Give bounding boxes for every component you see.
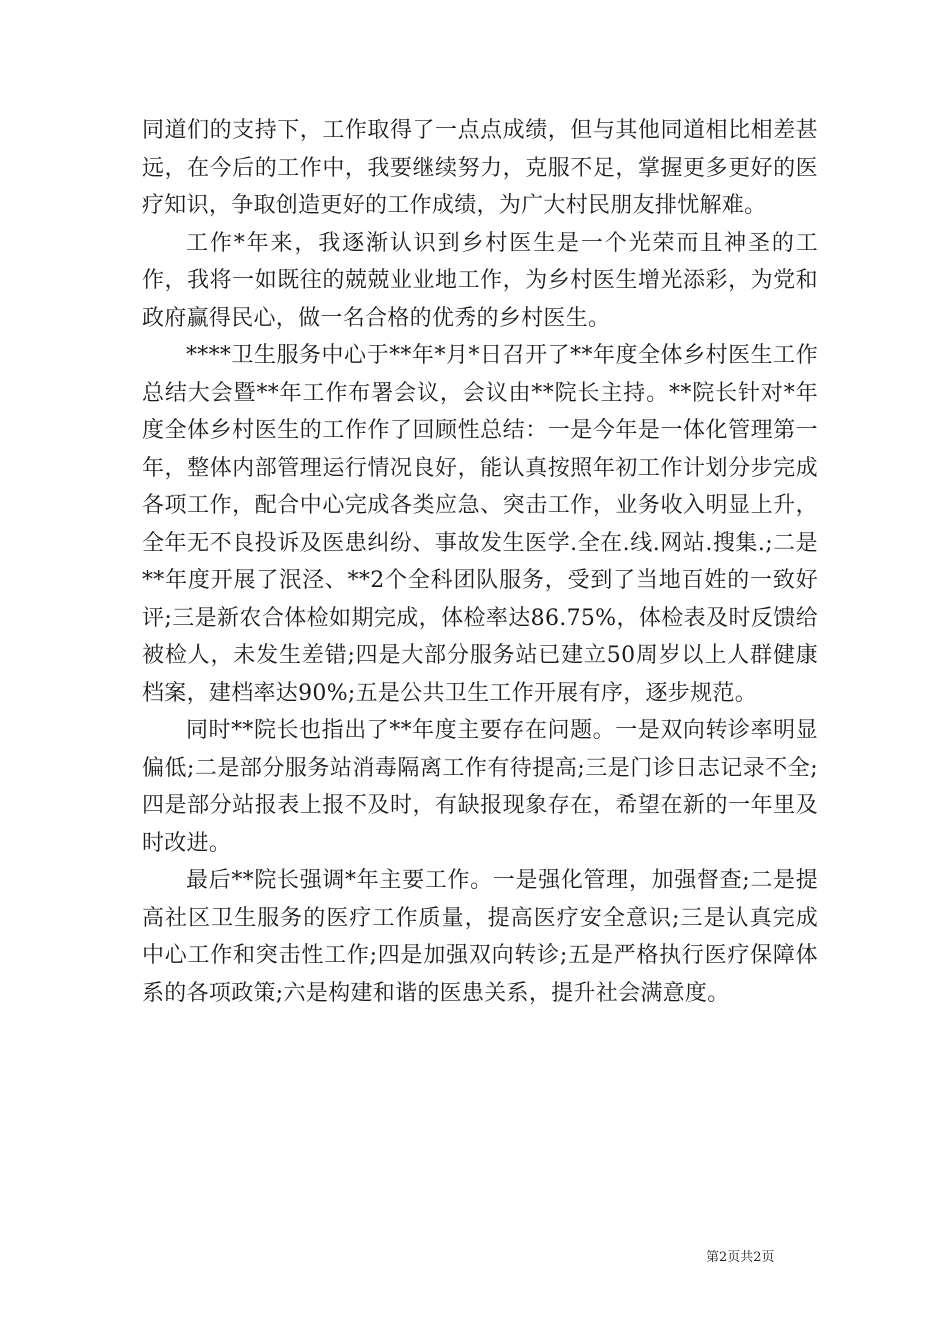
paragraph: ****卫生服务中心于**年*月*日召开了**年度全体乡村医生工作总结大会暨**年工作布署会议，会议由**院长主持。**院长针对*年度全体乡村医生的工作作了回顾性总结：一是今年是一体化管理第一年，整体内部管理运行情况良好，能认真按照年初工作计划分步完成各项工作，配合中心完成各类应急、突击工作，业务收入明显上升，全年无不良投诉及医患纠纷、事故发生医学.全在.线.网站.搜集.;二是**年度开展了泯泾、**2个全科团队服务，受到了当地百姓的一致好评;三是新农合体检如期完成，体检率达86.75%，体检表及时反馈给被检人，未发生差错;四是大部分服务站已建立50周岁以上人群健康档案，建档率达90%;五是公共卫生工作开展有序，逐步规范。 (142, 343, 818, 706)
paragraph: 同时**院长也指出了**年度主要存在问题。一是双向转诊率明显偏低;二是部分服务站消毒隔离工作有待提高;三是门诊日志记录不全;四是部分站报表上报不及时，有缺报现象存在，希望在新的一年里及时改进。 (142, 718, 818, 856)
paragraph: 最后**院长强调*年主要工作。一是强化管理，加强督查;二是提高社区卫生服务的医疗工作质量，提高医疗安全意识;三是认真完成中心工作和突击性工作;四是加强双向转诊;五是严格执行医疗保障体系的各项政策;六是构建和谐的医患关系，提升社会满意度。 (142, 868, 818, 1006)
document-body (142, 112, 818, 1012)
paragraph-continuation: 同道们的支持下，工作取得了一点点成绩，但与其他同道相比相差甚远，在今后的工作中，我要继续努力，克服不足，掌握更多更好的医疗知识，争取创造更好的工作成绩，为广大村民朋友排忧解难。 (142, 118, 818, 218)
page-number: 第2页共2页 (706, 1250, 775, 1265)
paragraph: 工作*年来，我逐渐认识到乡村医生是一个光荣而且神圣的工作，我将一如既往的兢兢业业地工作，为乡村医生增光添彩，为党和政府赢得民心，做一名合格的优秀的乡村医生。 (142, 230, 818, 331)
